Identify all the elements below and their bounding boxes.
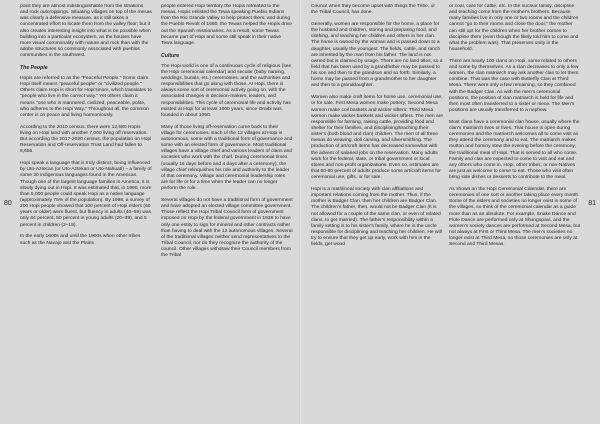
section-heading-culture: Culture bbox=[161, 52, 180, 59]
paragraph: The Hopi world is one of a continuous cycle of religious (see the Hopi ceremonial calendar) and secular (baby naming, weddings, burials, etc.) ceremonies, and the authorities and responsibilities that go along with those. At Hopi, there is always some sort of ceremonial activity going on, with the associated changes in decision-makers, leaders, and responsibilities. This cycle of ceremonial life and activity has existed at Hopi for at least 1000 years, since Oraibi was founded in about 1050. bbox=[161, 63, 292, 118]
paragraph: point they are almost indistinguishable from the striations and rock outcroppings. Situating villages on top of the mesas was clearly a defensive measure, as it still takes a concentrated effort to locate them from the valley floor; but it also creates interesting insight into what is be possible when building into a particular ecosystem, as the houses have more visual commonality with nature and rock than with the adobe structures so commonly associated with pueblos communities in the southwest. bbox=[20, 4, 152, 59]
column-4 bbox=[449, 4, 581, 422]
paragraph: or coal, care for cattle, etc. In the nuclear family, discipline and teaching come from the mother's brothers. Because many families live in only one or two rooms and the children cannot "go to their rooms and close the door," the mother can still opt for the children when her brother comes to discipline them (even though the likely told him to come and what the problem was). That preserves unity in the household. bbox=[449, 4, 579, 53]
column-3 bbox=[311, 4, 443, 422]
paragraph: Many of those living off-reservation come back to their village for ceremonies. Each of the 12 villages at Hopi is autonomous, some with a traditional form of governance and some with an elected form of governance. Most traditional villages have a village chief and various leaders of clans and societies who work with the chief. During ceremonial times (usually 16 days before and 4 days after a ceremony), the village chief relinquishes his role and authority to the leader of that ceremony. Village and ceremonial leadership roles are for life or for a time when the leader can no longer perform the role. bbox=[161, 124, 293, 192]
paragraph: There are nearly 100 clans on Hopi, some related to others and some by themselves. As a clan decreases to only a few women, the clan matriarch may ask another clan to let them combine. That was the case with Butterfly Clan at Third Mesa. There were only a few remaining, so they combined with the Badger Clan. As with the men's ceremonial positions, the position of clan matriarch is held for life and then most often transferred to a sister or niece. The Men's positions are usually transferred to a nephew. bbox=[449, 58, 579, 114]
paragraph: According to the 2010 census, there were 12,580 Hopis living on Hopi land with another 7,000 living off reservation. But according the 2017-2020 census, the population on Hopi Reservation and Off-reservation Trust Land had fallen to 8,655. bbox=[20, 124, 152, 155]
paragraph: Council when they become upset with things the Tribe, or the Tribal Council, has done. bbox=[311, 4, 435, 16]
paragraph: Hopi speak a language that is truly distinct, being influenced by Uto-Aztecan (or Uto-Aztekan or Uto-Nahuatl) – a family of some 30 indigenous languages found in the Americas. Though one of the largest language families in America, it is slowly dying out in Hopi. It was estimated that, in 1990, more than 5,000 people could speak Hopi as a native language (approximately 75% of the population). By 1998, a survey of 200 Hopi people showed that 100 percent of Hopi elders (60 years or older) were fluent, but fluency in adults (40–59) was only 84 percent, 50 percent in young adults (20–39), and 5 percent in children (2–19). bbox=[20, 161, 152, 228]
column-1 bbox=[20, 4, 152, 422]
paragraph: Several villages do not have a traditional form of government and have adopted an elected village committee government. Those reflect the Hopi Tribal Council form of government imposed on Hopi by the federal government in 1936 to have only one entity to sign for mineral and other contracts rather than having to deal with the 12 autonomous villages. Several of the traditional villages neither send representatives to the Tribal Council, nor do they recognize the authority of the council. Other villages withdraw their Council members from the Tribal bbox=[161, 198, 293, 259]
paragraph: Hopi is a matrilineal society with clan affiliations and important relations coming from the mother. Thus, if the mother is Badger Clan, then her children are Badger Clan. The children's father, then, would not be Badger Clan (it is not allowed for a couple of the same clan, or even of related clans, to get married). The father's responsibility within a family setting is to his sister's family, where he is the uncle responsible for disciplining and teaching her children. He will try to ensure that they get up early, work with him in the fields, get wood bbox=[311, 187, 442, 248]
paragraph: In the early 1600s and until the 1900s when other tribes such as the Navajo and the Plains bbox=[20, 234, 141, 246]
page-gutter bbox=[299, 0, 301, 424]
paragraph: Hopis are referred to as the "Peaceful People." Some claim Hopi itself means "peaceful people" or "civilized people." Others claim Hopi is short for Hopi'sinom, which translates to "people who live in the correct way." Yet others claim it means "one who is mannered, civilized, peaceable, polite, who adheres to the Hopi Way." Throughout all, the common center is on peace and living harmoniously. bbox=[20, 76, 152, 118]
paragraph: Women also make craft items for home use, ceremonial use, or for sale. First Mesa women make pottery; Second Mesa women make coil baskets and wicker sifters; Third Mesa women make wicker baskets and wicker sifters. The men are responsible for farming, raising cattle, providing food and shelter for their families, and disciplining/teaching their sister's (both blood and clan) children. The men of all three mesas do weaving, doll carving, and silversmithing. The production of art/craft items has decreased somewhat with the advent of salaried jobs on the reservation. Many adults work for the federal, state, or tribal government or local stores and non-profit organizations. Even so, estimates are that 60-80 percent of adults produce some art/craft items for ceremonial use, gifts, or for sale. bbox=[311, 95, 443, 181]
paragraph: Most clans have a ceremonial clan house, usually where the clan's matriarch lives or lives. That house is open during ceremonies and the matriarch welcomes all to come visit as they attend the ceremony and to eat. The matriarch makes mutton and hominy stew the evening before the ceremony, the traditional meal of Hopi. That is served to all who come. Family and clan are expected to come to visit and eat and any others who come in, Hopi, other tribes, or non-Natives are just as welcome to come to eat. Those who visit often bring side dishes or desserts to contribute to the meal. bbox=[449, 119, 580, 181]
section-heading-people: The People bbox=[20, 65, 48, 71]
page-number-left: 80 bbox=[4, 200, 12, 207]
paragraph: As shown on the Hopi Ceremonial Calendar, there are ceremonies of one sort or another taking place every month. Some of the elders and societies no longer exist in some of the villages, so think of the ceremonial calendar as a guide more than as an absolute. For example, Snake Dance and Flute Dance are performed only at Shungopavi, and the women's society dances are performed at Second Mesa, but not always at First or Third Mesa. The men's societies no longer exist at Third Mesa, so those ceremonies are only at Second and Third Mesas. bbox=[449, 187, 581, 248]
column-2 bbox=[161, 4, 293, 422]
paragraph: Generally, women are responsible for the home, a place for the husband and children, storing and preparing food, and clothing, and teaching her children and others in her clan. The home is owned by the woman and is passed down to a daughter, usually the youngest. The fields, cattle, and ranch are inherited by the man from his father. The land is not owned but is claimed by usage. There are no land titles, so a field that has been used by a grandfather may be passed to his son and then to the grandson and so forth. Similarly, a home may be passed from a grandmother to her daughter and then to a granddaughter. bbox=[311, 21, 443, 89]
page-number-right: 81 bbox=[588, 200, 596, 207]
paragraph: people entered Hopi territory the Hopis retreated to the mesas. Hopis enlisted the Tewa speaking Pueblo Indians from the Rio Grande Valley to help protect them; and during the Pueblo Revolt of 1680, the Tewas helped the Hopis drive out the Spanish missionaries. As a result, some Tewas became part of Hopi and some still speak in their native Tewa language. bbox=[161, 4, 292, 46]
